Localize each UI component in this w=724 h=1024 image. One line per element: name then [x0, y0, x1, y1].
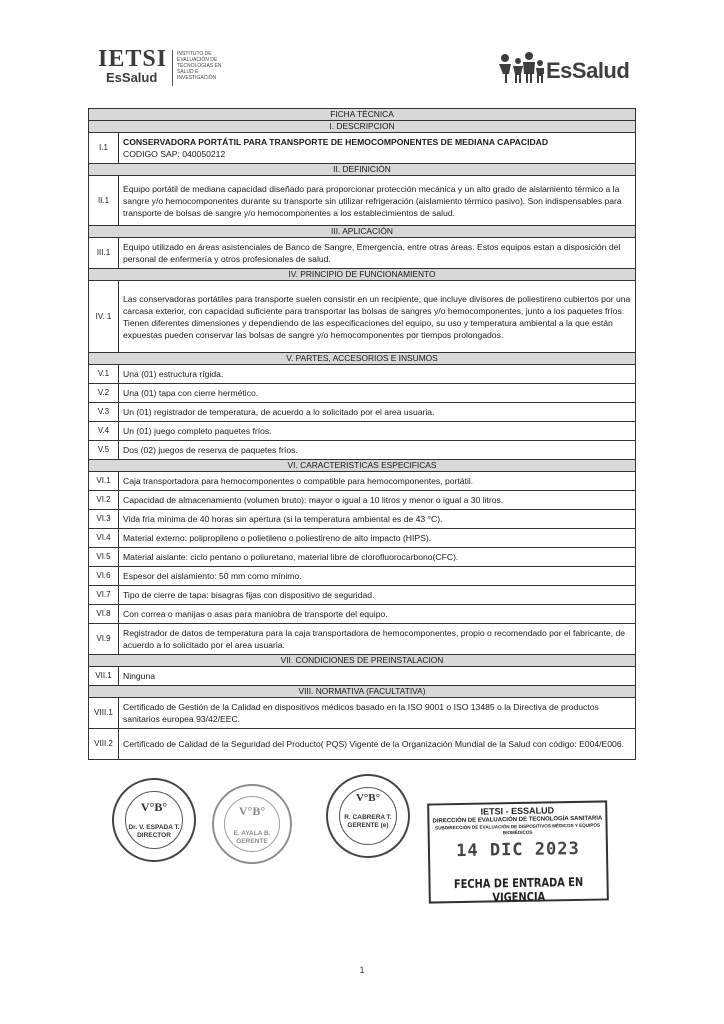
sap-code: CODIGO SAP: 040050212 — [123, 149, 226, 159]
section-heading-principle: IV. PRINCIPIO DE FUNCIONAMIENTO — [89, 269, 636, 281]
table-row — [89, 176, 636, 226]
row-text: Equipo utilizado en áreas asistenciales de Banco de Sangre, Emergencia, entre otras áreas. Estos equipos estan a disposición del personal de enfermería y otros profesionales de salud. — [119, 238, 636, 269]
essalud-logo — [496, 50, 636, 86]
row-text: Material externo: polipropileno o polietileno o poliestireno de alto impacto (HIPS). — [119, 529, 636, 548]
row-text: Una (01) estructura rígida. — [119, 365, 636, 384]
row-text: Registrador de datos de temperatura para la caja transportadora de hemocomponentes, propio o recomendado por el fabricante, de acuerdo a lo solicitado por el area usuaria. — [119, 624, 636, 655]
row-text: Ninguna — [119, 667, 636, 686]
row-content — [119, 133, 636, 164]
row-text: Dos (02) juegos de reserva de paquetes fríos. — [119, 441, 636, 460]
table-row — [89, 729, 636, 760]
row-code: VI.1 — [89, 472, 119, 491]
ietsi-logo-desc: INSTITUTO DE EVALUACIÓN DE TECNOLOGÍAS EN SALUD E INVESTIGACIÓN — [177, 51, 222, 81]
table-row — [89, 281, 636, 353]
row-text: Certificado de Gestión de la Calidad en dispositivos médicos basado en la ISO 9001 o ISO 13485 o la Directiva de productos sanitarios europea 93/42/EEC. — [119, 698, 636, 729]
logo-divider — [172, 50, 173, 86]
essalud-logo-text: EsSalud — [546, 58, 630, 83]
table-row — [89, 403, 636, 422]
stamp-subdirectorate: SUBDIRECCIÓN DE EVALUACIÓN DE DISPOSITIVOS MÉDICOS Y EQUIPOS BIOMÉDICOS — [435, 822, 601, 836]
row-code: II.1 — [89, 176, 119, 226]
approval-seal-2 — [212, 784, 292, 864]
row-code: V.5 — [89, 441, 119, 460]
row-text: Espesor del aislamiento: 50 mm como mínimo. — [119, 567, 636, 586]
row-text: Tipo de cierre de tapa: bisagras fijas con dispositivo de seguridad. — [119, 586, 636, 605]
row-code: VIII.2 — [89, 729, 119, 760]
row-text: Capacidad de almacenamiento (volumen bruto): mayor o igual a 10 litros y menor o igual a 30 litros. — [119, 491, 636, 510]
row-text: Vida fría mínima de 40 horas sin apertura (si la temperatura ambiental es de 43 °C). — [119, 510, 636, 529]
row-code: V.1 — [89, 365, 119, 384]
ietsi-logo-sub: EsSalud — [106, 70, 158, 85]
row-code: VI.4 — [89, 529, 119, 548]
row-code: VIII.1 — [89, 698, 119, 729]
row-code: VI.9 — [89, 624, 119, 655]
row-code: I.1 — [89, 133, 119, 164]
table-row — [89, 667, 636, 686]
row-code: IV. 1 — [89, 281, 119, 353]
family-icon — [496, 52, 544, 84]
table-row — [89, 472, 636, 491]
seal-vb: V°B° — [140, 800, 168, 814]
row-code: VI.2 — [89, 491, 119, 510]
row-code: VI.6 — [89, 567, 119, 586]
seal-role: DIRECTOR — [137, 832, 171, 839]
table-row — [89, 548, 636, 567]
table-row — [89, 133, 636, 164]
sheet-title: FICHA TÉCNICA — [89, 109, 636, 121]
table-row — [89, 698, 636, 729]
row-code: VI.7 — [89, 586, 119, 605]
section-heading-preinstallation: VII. CONDICIONES DE PREINSTALACION — [89, 655, 636, 667]
row-text: Certificado de Calidad de la Seguridad del Producto( PQS) Vigente de la Organización Mundial de la Salud con código: E004/E006. — [119, 729, 636, 760]
row-code: VII.1 — [89, 667, 119, 686]
row-code: VI.3 — [89, 510, 119, 529]
seal-role: GERENTE (e) — [347, 822, 389, 829]
table-row — [89, 624, 636, 655]
section-heading-definition: II. DEFINICIÓN — [89, 164, 636, 176]
ietsi-logo-main: IETSI — [98, 46, 168, 72]
section-heading-regulations: VIII. NORMATIVA (FACULTATIVA) — [89, 686, 636, 698]
section-heading-parts: V. PARTES, ACCESORIOS E INSUMOS — [89, 353, 636, 365]
section-heading-characteristics: VI. CARACTERISTICAS ESPECIFICAS — [89, 460, 636, 472]
row-text: Con correa o manijas o asas para maniobra de transporte del equipo. — [119, 605, 636, 624]
row-text: Un (01) juego completo paquetes fríos. — [119, 422, 636, 441]
page-number: 1 — [359, 965, 365, 975]
row-text: Material aislante: ciclo pentano o poliuretano, material libre de clorofluorocarbono(CFC). — [119, 548, 636, 567]
row-code: III.1 — [89, 238, 119, 269]
seal-vb: V°B° — [238, 804, 266, 818]
table-row — [89, 422, 636, 441]
validity-stamp — [427, 800, 609, 903]
stamp-label: FECHA DE ENTRADA EN VIGENCIA — [453, 874, 584, 905]
approval-seal-1 — [112, 778, 196, 862]
seal-name: R. CABRERA T. — [344, 814, 392, 821]
row-text: Una (01) tapa con cierre hermético. — [119, 384, 636, 403]
table-row — [89, 365, 636, 384]
table-row — [89, 510, 636, 529]
technical-sheet-table — [88, 108, 636, 760]
table-row — [89, 238, 636, 269]
seal-name: Dr. V. ESPADA T. — [128, 824, 180, 831]
row-code: V.2 — [89, 384, 119, 403]
table-row — [89, 441, 636, 460]
row-code: V.4 — [89, 422, 119, 441]
seal-vb: V°B° — [355, 792, 381, 804]
table-row — [89, 586, 636, 605]
seal-role: GERENTE — [236, 838, 268, 845]
table-row — [89, 384, 636, 403]
stamp-org: IETSI - ESSALUD — [480, 805, 555, 817]
row-text: Caja transportadora para hemocomponentes o compatible para hemocomponentes, portátil. — [119, 472, 636, 491]
stamp-directorate: DIRECCIÓN DE EVALUACIÓN DE TECNOLOGÍA SANITARIA — [432, 815, 603, 825]
stamp-date: 14 DIC 2023 — [456, 838, 580, 862]
row-text: Las conservadoras portátiles para transporte suelen consistir en un recipiente, que incluye divisores de poliestireno cubiertos por una carcasa exterior, con capacidad suficiente para transportar las bolsas de sangres y/o hemocomponentes, junto a los paquetes fríos. Tienen diferentes dimensiones y dependiendo de las especificaciones del equipo, su uso y temperatura ambiental a la que están expuestas pueden conservar las bolsas de sangre y/o hemocomponentes por tiempos prolongados. — [119, 281, 636, 353]
row-code: V.3 — [89, 403, 119, 422]
section-heading-description: I. DESCRIPCION — [89, 121, 636, 133]
table-row — [89, 605, 636, 624]
row-code: VI.8 — [89, 605, 119, 624]
table-row — [89, 491, 636, 510]
product-name: CONSERVADORA PORTÁTIL PARA TRANSPORTE DE HEMOCOMPONENTES DE MEDIANA CAPACIDAD — [123, 137, 549, 147]
approval-seal-3 — [326, 774, 410, 858]
row-text: Equipo portátil de mediana capacidad diseñado para proporcionar protección mecánica y un alto grado de aislamiento térmico a la sangre y/o hemocomponentes durante su transporte sin utilizar refrigeración (aislamiento térmico pasivo). Son indispensables para transporte de bolsas de sangre y/o hemocomponentes a los establecimientos de salud. — [119, 176, 636, 226]
table-row — [89, 567, 636, 586]
table-row — [89, 529, 636, 548]
row-code: VI.5 — [89, 548, 119, 567]
seal-name: E. AYALA B. — [233, 830, 271, 837]
row-text: Un (01) registrador de temperatura, de acuerdo a lo solicitado por el area usuaria. — [119, 403, 636, 422]
section-heading-application: III. APLICACIÓN — [89, 226, 636, 238]
